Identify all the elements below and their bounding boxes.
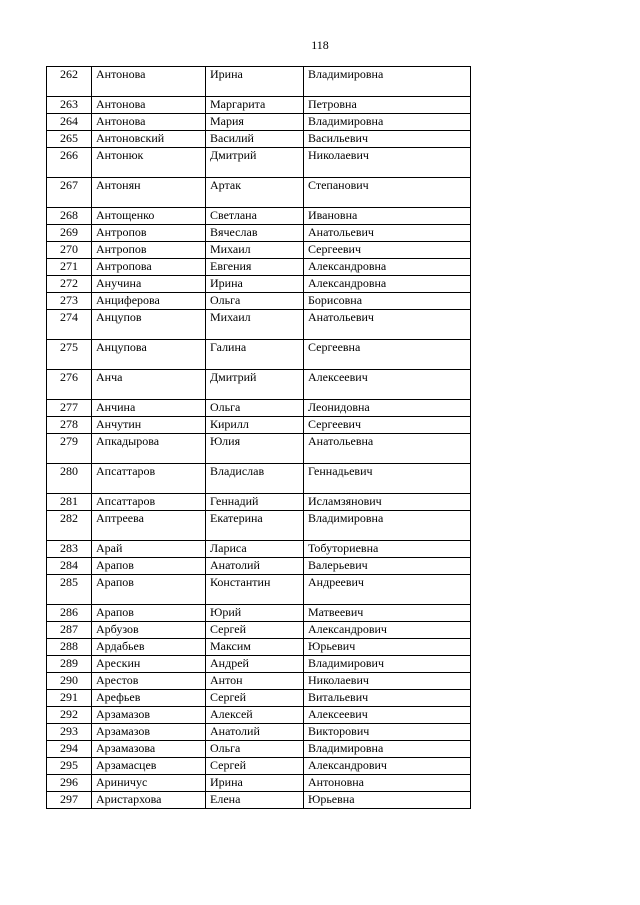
first-name-cell: Юлия bbox=[206, 434, 304, 464]
first-name-cell: Анатолий bbox=[206, 724, 304, 741]
row-number: 283 bbox=[47, 541, 92, 558]
last-name-cell: Арзамазов bbox=[92, 724, 206, 741]
last-name-cell: Апкадырова bbox=[92, 434, 206, 464]
table-row bbox=[47, 558, 471, 575]
row-number: 281 bbox=[47, 494, 92, 511]
table-row bbox=[47, 131, 471, 148]
first-name-cell: Константин bbox=[206, 575, 304, 605]
table-row bbox=[47, 724, 471, 741]
table-row bbox=[47, 434, 471, 464]
table-row bbox=[47, 259, 471, 276]
first-name-cell: Сергей bbox=[206, 758, 304, 775]
row-number: 269 bbox=[47, 225, 92, 242]
first-name-cell: Владислав bbox=[206, 464, 304, 494]
table-row bbox=[47, 792, 471, 809]
row-number: 278 bbox=[47, 417, 92, 434]
table-row bbox=[47, 370, 471, 400]
row-number: 296 bbox=[47, 775, 92, 792]
row-number: 286 bbox=[47, 605, 92, 622]
last-name-cell: Арзамасцев bbox=[92, 758, 206, 775]
patronymic-cell: Леонидовна bbox=[304, 400, 471, 417]
last-name-cell: Ариничус bbox=[92, 775, 206, 792]
last-name-cell: Анучина bbox=[92, 276, 206, 293]
row-number: 276 bbox=[47, 370, 92, 400]
table-row bbox=[47, 242, 471, 259]
row-number: 292 bbox=[47, 707, 92, 724]
patronymic-cell: Тобуториевна bbox=[304, 541, 471, 558]
table-row bbox=[47, 758, 471, 775]
row-number: 291 bbox=[47, 690, 92, 707]
last-name-cell: Анцупова bbox=[92, 340, 206, 370]
first-name-cell: Ольга bbox=[206, 741, 304, 758]
first-name-cell: Маргарита bbox=[206, 97, 304, 114]
table-row bbox=[47, 310, 471, 340]
row-number: 267 bbox=[47, 178, 92, 208]
table-row bbox=[47, 494, 471, 511]
first-name-cell: Ольга bbox=[206, 293, 304, 310]
patronymic-cell: Владимировна bbox=[304, 741, 471, 758]
row-number: 262 bbox=[47, 67, 92, 97]
table-row bbox=[47, 97, 471, 114]
last-name-cell: Антропов bbox=[92, 225, 206, 242]
patronymic-cell: Сергеевна bbox=[304, 340, 471, 370]
patronymic-cell: Алексеевич bbox=[304, 707, 471, 724]
row-number: 282 bbox=[47, 511, 92, 541]
patronymic-cell: Владимировна bbox=[304, 511, 471, 541]
patronymic-cell: Владимирович bbox=[304, 656, 471, 673]
last-name-cell: Арбузов bbox=[92, 622, 206, 639]
last-name-cell: Анча bbox=[92, 370, 206, 400]
last-name-cell: Антощенко bbox=[92, 208, 206, 225]
row-number: 265 bbox=[47, 131, 92, 148]
patronymic-cell: Антоновна bbox=[304, 775, 471, 792]
patronymic-cell: Андреевич bbox=[304, 575, 471, 605]
patronymic-cell: Петровна bbox=[304, 97, 471, 114]
first-name-cell: Юрий bbox=[206, 605, 304, 622]
patronymic-cell: Алексеевич bbox=[304, 370, 471, 400]
first-name-cell: Светлана bbox=[206, 208, 304, 225]
first-name-cell: Ирина bbox=[206, 276, 304, 293]
last-name-cell: Арефьев bbox=[92, 690, 206, 707]
first-name-cell: Антон bbox=[206, 673, 304, 690]
last-name-cell: Арзамазова bbox=[92, 741, 206, 758]
first-name-cell: Ирина bbox=[206, 67, 304, 97]
first-name-cell: Мария bbox=[206, 114, 304, 131]
first-name-cell: Ольга bbox=[206, 400, 304, 417]
first-name-cell: Дмитрий bbox=[206, 370, 304, 400]
last-name-cell: Аристархова bbox=[92, 792, 206, 809]
last-name-cell: Анцупов bbox=[92, 310, 206, 340]
patronymic-cell: Викторович bbox=[304, 724, 471, 741]
table-row bbox=[47, 605, 471, 622]
table-row bbox=[47, 148, 471, 178]
row-number: 263 bbox=[47, 97, 92, 114]
last-name-cell: Арапов bbox=[92, 575, 206, 605]
table-row bbox=[47, 293, 471, 310]
last-name-cell: Аптреева bbox=[92, 511, 206, 541]
page-number: 118 bbox=[311, 38, 329, 52]
last-name-cell: Антропова bbox=[92, 259, 206, 276]
patronymic-cell: Владимировна bbox=[304, 67, 471, 97]
last-name-cell: Арескин bbox=[92, 656, 206, 673]
roster-table bbox=[46, 66, 471, 809]
row-number: 264 bbox=[47, 114, 92, 131]
first-name-cell: Анатолий bbox=[206, 558, 304, 575]
row-number: 290 bbox=[47, 673, 92, 690]
table-row bbox=[47, 775, 471, 792]
last-name-cell: Антонова bbox=[92, 67, 206, 97]
patronymic-cell: Владимировна bbox=[304, 114, 471, 131]
patronymic-cell: Борисовна bbox=[304, 293, 471, 310]
table-row bbox=[47, 541, 471, 558]
table-row bbox=[47, 673, 471, 690]
row-number: 285 bbox=[47, 575, 92, 605]
row-number: 277 bbox=[47, 400, 92, 417]
patronymic-cell: Геннадьевич bbox=[304, 464, 471, 494]
first-name-cell: Михаил bbox=[206, 310, 304, 340]
row-number: 295 bbox=[47, 758, 92, 775]
patronymic-cell: Анатольевич bbox=[304, 310, 471, 340]
row-number: 284 bbox=[47, 558, 92, 575]
first-name-cell: Артак bbox=[206, 178, 304, 208]
last-name-cell: Апсаттаров bbox=[92, 464, 206, 494]
last-name-cell: Анчутин bbox=[92, 417, 206, 434]
patronymic-cell: Анатольевич bbox=[304, 225, 471, 242]
first-name-cell: Максим bbox=[206, 639, 304, 656]
patronymic-cell: Сергеевич bbox=[304, 242, 471, 259]
row-number: 274 bbox=[47, 310, 92, 340]
table-row bbox=[47, 639, 471, 656]
first-name-cell: Алексей bbox=[206, 707, 304, 724]
first-name-cell: Ирина bbox=[206, 775, 304, 792]
row-number: 289 bbox=[47, 656, 92, 673]
row-number: 270 bbox=[47, 242, 92, 259]
patronymic-cell: Матвеевич bbox=[304, 605, 471, 622]
table-row bbox=[47, 417, 471, 434]
first-name-cell: Сергей bbox=[206, 622, 304, 639]
last-name-cell: Антропов bbox=[92, 242, 206, 259]
table-row bbox=[47, 707, 471, 724]
table-row bbox=[47, 225, 471, 242]
patronymic-cell: Александровна bbox=[304, 259, 471, 276]
first-name-cell: Кирилл bbox=[206, 417, 304, 434]
row-number: 273 bbox=[47, 293, 92, 310]
row-number: 272 bbox=[47, 276, 92, 293]
table-row bbox=[47, 741, 471, 758]
first-name-cell: Андрей bbox=[206, 656, 304, 673]
row-number: 287 bbox=[47, 622, 92, 639]
last-name-cell: Арзамазов bbox=[92, 707, 206, 724]
table-row bbox=[47, 276, 471, 293]
last-name-cell: Арапов bbox=[92, 605, 206, 622]
row-number: 279 bbox=[47, 434, 92, 464]
row-number: 271 bbox=[47, 259, 92, 276]
row-number: 294 bbox=[47, 741, 92, 758]
patronymic-cell: Юрьевна bbox=[304, 792, 471, 809]
row-number: 280 bbox=[47, 464, 92, 494]
table-row bbox=[47, 400, 471, 417]
first-name-cell: Елена bbox=[206, 792, 304, 809]
patronymic-cell: Николаевич bbox=[304, 673, 471, 690]
last-name-cell: Арапов bbox=[92, 558, 206, 575]
first-name-cell: Екатерина bbox=[206, 511, 304, 541]
first-name-cell: Сергей bbox=[206, 690, 304, 707]
row-number: 266 bbox=[47, 148, 92, 178]
patronymic-cell: Исламзянович bbox=[304, 494, 471, 511]
first-name-cell: Василий bbox=[206, 131, 304, 148]
patronymic-cell: Александрович bbox=[304, 758, 471, 775]
last-name-cell: Анчина bbox=[92, 400, 206, 417]
last-name-cell: Анциферова bbox=[92, 293, 206, 310]
last-name-cell: Апсаттаров bbox=[92, 494, 206, 511]
last-name-cell: Антоновский bbox=[92, 131, 206, 148]
table-row bbox=[47, 511, 471, 541]
patronymic-cell: Сергеевич bbox=[304, 417, 471, 434]
last-name-cell: Антонова bbox=[92, 114, 206, 131]
patronymic-cell: Степанович bbox=[304, 178, 471, 208]
table-row bbox=[47, 208, 471, 225]
first-name-cell: Вячеслав bbox=[206, 225, 304, 242]
table-row bbox=[47, 464, 471, 494]
last-name-cell: Антонян bbox=[92, 178, 206, 208]
first-name-cell: Геннадий bbox=[206, 494, 304, 511]
row-number: 297 bbox=[47, 792, 92, 809]
patronymic-cell: Александрович bbox=[304, 622, 471, 639]
last-name-cell: Антонова bbox=[92, 97, 206, 114]
table-row bbox=[47, 622, 471, 639]
patronymic-cell: Ивановна bbox=[304, 208, 471, 225]
row-number: 268 bbox=[47, 208, 92, 225]
first-name-cell: Галина bbox=[206, 340, 304, 370]
table-row bbox=[47, 690, 471, 707]
table-row bbox=[47, 178, 471, 208]
patronymic-cell: Анатольевна bbox=[304, 434, 471, 464]
patronymic-cell: Александровна bbox=[304, 276, 471, 293]
patronymic-cell: Юрьевич bbox=[304, 639, 471, 656]
first-name-cell: Лариса bbox=[206, 541, 304, 558]
last-name-cell: Антонюк bbox=[92, 148, 206, 178]
patronymic-cell: Николаевич bbox=[304, 148, 471, 178]
first-name-cell: Михаил bbox=[206, 242, 304, 259]
last-name-cell: Арестов bbox=[92, 673, 206, 690]
first-name-cell: Дмитрий bbox=[206, 148, 304, 178]
patronymic-cell: Витальевич bbox=[304, 690, 471, 707]
table-row bbox=[47, 340, 471, 370]
table-row bbox=[47, 67, 471, 97]
table-row bbox=[47, 656, 471, 673]
first-name-cell: Евгения bbox=[206, 259, 304, 276]
patronymic-cell: Валерьевич bbox=[304, 558, 471, 575]
table-row bbox=[47, 575, 471, 605]
row-number: 275 bbox=[47, 340, 92, 370]
roster-table-body bbox=[47, 67, 471, 809]
last-name-cell: Арай bbox=[92, 541, 206, 558]
patronymic-cell: Васильевич bbox=[304, 131, 471, 148]
last-name-cell: Ардабьев bbox=[92, 639, 206, 656]
row-number: 288 bbox=[47, 639, 92, 656]
table-row bbox=[47, 114, 471, 131]
row-number: 293 bbox=[47, 724, 92, 741]
